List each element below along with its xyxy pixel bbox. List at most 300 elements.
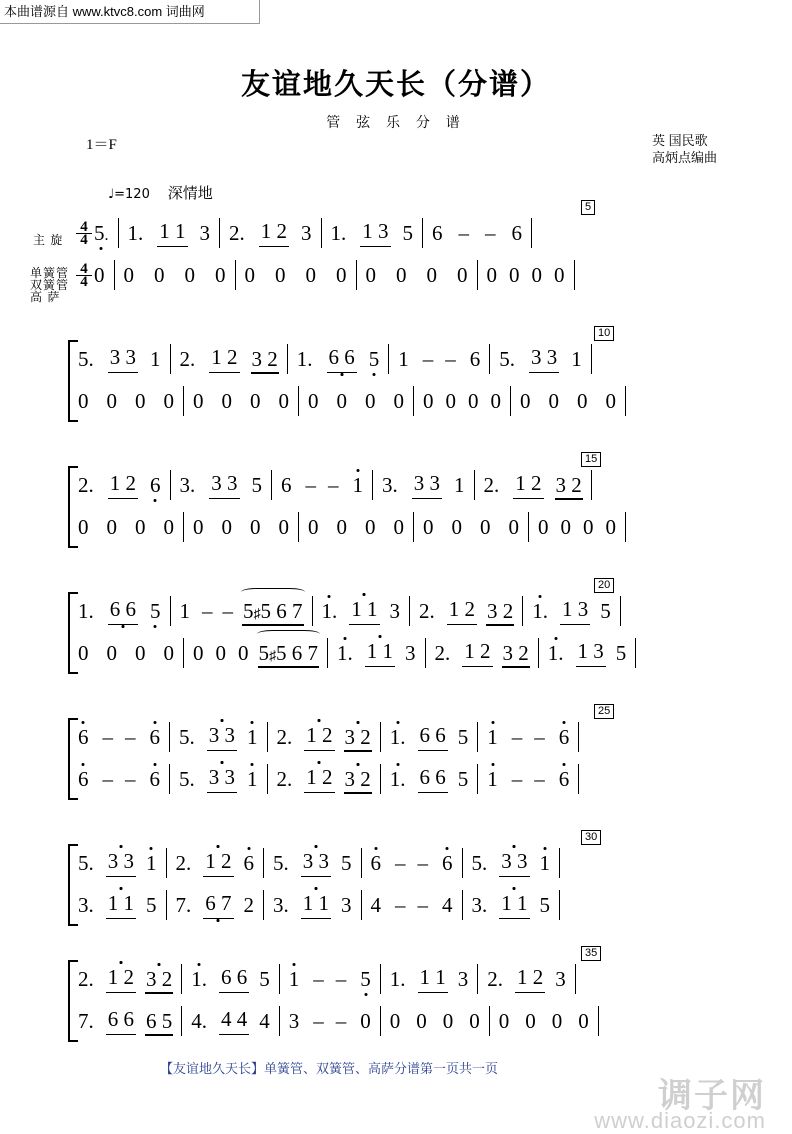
- note: 5: [368, 346, 380, 371]
- measure-number: 30: [581, 830, 601, 845]
- note: 0: [193, 514, 204, 539]
- note: 0: [163, 514, 174, 539]
- note: 0: [184, 262, 195, 287]
- staff-accomp: [76, 632, 716, 674]
- barline: [489, 344, 490, 374]
- note: 0: [554, 262, 565, 287]
- note: 5: [341, 850, 352, 875]
- system-5: [76, 705, 716, 800]
- note: 6: [149, 724, 160, 749]
- key-signature: 1＝F: [86, 137, 117, 153]
- note: 6: [78, 724, 89, 749]
- note: –: [417, 892, 428, 917]
- note: 0: [250, 388, 261, 413]
- note: –: [534, 724, 545, 749]
- expression-marking: 深情地: [167, 185, 213, 202]
- note: 0: [308, 514, 319, 539]
- staff-melody: [76, 338, 716, 380]
- note: 6: [511, 220, 522, 245]
- barline: [356, 260, 357, 290]
- note: –: [485, 220, 496, 245]
- note: 3: [341, 892, 352, 917]
- note: 2.: [229, 220, 245, 245]
- note: 2.: [78, 966, 94, 991]
- note: 5.: [94, 220, 109, 245]
- barline: [574, 260, 575, 290]
- note: 3: [555, 966, 566, 991]
- credits-line-2: 高炳点编曲: [651, 150, 717, 165]
- note: 7.: [78, 1008, 94, 1033]
- barline: [578, 764, 579, 794]
- barline: [559, 890, 560, 920]
- barline: [531, 218, 532, 248]
- note: 0: [426, 262, 437, 287]
- system-1: [76, 201, 716, 296]
- note-group: 1 2: [209, 345, 239, 373]
- note: 2.: [487, 966, 503, 991]
- barline: [575, 964, 576, 994]
- barline: [538, 638, 539, 668]
- measure-number: 15: [581, 452, 601, 467]
- barline: [170, 470, 171, 500]
- note: 2.: [483, 472, 500, 497]
- barline: [598, 1006, 599, 1036]
- note: 0: [336, 388, 347, 413]
- note: 6: [469, 346, 481, 371]
- note-group: 1 2: [462, 639, 492, 667]
- system-4: [76, 579, 716, 674]
- note: 2.: [276, 724, 293, 749]
- note-group: 4 4: [219, 1007, 249, 1035]
- barline: [380, 764, 381, 794]
- barline: [620, 596, 621, 626]
- note: 0: [508, 514, 519, 539]
- barline: [166, 890, 167, 920]
- note-group: 1 1: [418, 965, 448, 993]
- note: –: [458, 220, 469, 245]
- barline: [625, 386, 626, 416]
- barline: [635, 638, 636, 668]
- note: 6: [78, 766, 89, 791]
- staff-accomp: [76, 380, 716, 422]
- barline: [361, 848, 362, 878]
- barline: [413, 512, 414, 542]
- note: 0: [393, 388, 404, 413]
- note: 0: [393, 514, 404, 539]
- barline: [235, 260, 236, 290]
- note: 1: [150, 346, 161, 371]
- barline: [422, 218, 423, 248]
- note-group: 1 1: [157, 219, 187, 247]
- note: 2: [243, 892, 254, 917]
- note: 0: [468, 388, 479, 413]
- note: 1: [454, 472, 465, 497]
- barline: [413, 386, 414, 416]
- note-group: 6 7: [203, 891, 233, 919]
- note: 3: [288, 1008, 300, 1033]
- note-group: 6 6: [219, 965, 249, 993]
- note-group: 1 2: [203, 849, 233, 877]
- note-row-accomp: [76, 380, 716, 422]
- credits: [652, 132, 717, 166]
- note: 0: [135, 640, 146, 665]
- note-row-accomp: [76, 884, 716, 926]
- note: 1.: [321, 598, 338, 623]
- note: 6: [432, 220, 443, 245]
- barline: [170, 596, 171, 626]
- tempo-value: ♩=120: [108, 187, 150, 202]
- barline: [591, 470, 592, 500]
- note-row-melody: [76, 212, 716, 254]
- note: 0: [135, 514, 146, 539]
- note-row-accomp: [76, 632, 716, 674]
- note: 0: [193, 640, 204, 665]
- note-group: 3 2: [146, 966, 173, 991]
- staff-accomp: [76, 506, 716, 548]
- barline: [267, 764, 268, 794]
- note-row-accomp: [76, 254, 716, 296]
- note: 0: [94, 262, 105, 287]
- note-group-with-slur: 5♯5 6 7: [257, 641, 321, 666]
- note-group: 1 2: [106, 965, 136, 993]
- note: 5.: [499, 346, 515, 371]
- barline: [263, 848, 264, 878]
- note: 1: [487, 724, 498, 749]
- note: 1.: [127, 220, 144, 245]
- page-subtitle: 管 弦 乐 分 谱: [326, 114, 466, 130]
- note-group: 3 3: [106, 849, 136, 877]
- note: 0: [525, 1008, 536, 1033]
- note-group: 3 2: [251, 346, 278, 371]
- barline: [114, 260, 115, 290]
- note: 6: [149, 766, 160, 791]
- note-group: 1 3: [560, 597, 590, 625]
- watermark-brand: 调子网: [658, 1077, 766, 1115]
- instrument-label-melody: 主 旋: [33, 233, 64, 247]
- barline: [380, 964, 381, 994]
- barline: [170, 344, 171, 374]
- note: –: [222, 598, 233, 623]
- note: 5: [539, 892, 550, 917]
- note: 0: [560, 514, 571, 539]
- barline: [181, 1006, 182, 1036]
- barline: [183, 638, 184, 668]
- note: 0: [238, 640, 249, 665]
- note-group: 1 2: [108, 471, 138, 499]
- note: 2.: [434, 640, 451, 665]
- tempo-marking: [108, 182, 213, 203]
- note: 1: [539, 850, 550, 875]
- note: 5.: [78, 346, 94, 371]
- note: 5: [360, 966, 371, 991]
- note: 3.: [273, 892, 289, 917]
- note: 0: [360, 1008, 371, 1033]
- note: 1.: [389, 724, 406, 749]
- note: 3.: [78, 892, 94, 917]
- note: –: [328, 472, 339, 497]
- note: 5.: [273, 850, 289, 875]
- slur: [257, 630, 321, 638]
- note: –: [534, 766, 545, 791]
- barline: [559, 848, 560, 878]
- note-group: 1 2: [304, 765, 334, 793]
- note: 0: [423, 514, 434, 539]
- note-group: 3 3: [529, 345, 559, 373]
- note: 1.: [330, 220, 347, 245]
- measure-number: 10: [594, 326, 614, 341]
- note-group: 3 3: [108, 345, 138, 373]
- note-group: 1 2: [515, 965, 545, 993]
- note: –: [313, 1008, 324, 1033]
- note: 0: [221, 388, 232, 413]
- note: 0: [305, 262, 316, 287]
- note: –: [102, 724, 113, 749]
- note: 0: [163, 640, 174, 665]
- note: 2.: [419, 598, 435, 623]
- barline: [298, 386, 299, 416]
- note: 6: [281, 472, 292, 497]
- note: 1: [247, 766, 258, 791]
- note: 5: [600, 598, 611, 623]
- note: 1.: [389, 966, 406, 991]
- note-group: 3 3: [207, 765, 237, 793]
- barline: [169, 722, 170, 752]
- system-3: [76, 453, 716, 548]
- note: 0: [486, 262, 497, 287]
- barline: [312, 596, 313, 626]
- barline: [477, 260, 478, 290]
- note: 0: [531, 262, 542, 287]
- note: 0: [215, 640, 226, 665]
- note-group: 3 3: [301, 849, 331, 877]
- staff-accomp: [76, 758, 716, 800]
- note: 0: [389, 1008, 401, 1033]
- time-signature: 4 4: [76, 263, 92, 288]
- note: 0: [605, 388, 616, 413]
- note: 7.: [175, 892, 192, 917]
- note-group: 3 2: [555, 472, 582, 497]
- note-group: 1 1: [106, 891, 136, 919]
- note: 2.: [276, 766, 293, 791]
- slur: [241, 588, 305, 596]
- note: 1: [352, 472, 363, 497]
- barline: [183, 512, 184, 542]
- note: 2.: [78, 472, 94, 497]
- note: 3.: [471, 892, 488, 917]
- note: 5: [615, 640, 627, 665]
- note: 1: [179, 598, 190, 623]
- note: 6: [558, 766, 570, 791]
- barline: [169, 764, 170, 794]
- note: 0: [163, 388, 174, 413]
- note: –: [335, 966, 347, 991]
- staff-accomp: [76, 1000, 716, 1042]
- note: 2.: [175, 850, 192, 875]
- note: 4.: [191, 1008, 207, 1033]
- note: 0: [106, 640, 117, 665]
- note: 4: [370, 892, 381, 917]
- note: 0: [442, 1008, 454, 1033]
- system-2: [76, 327, 716, 422]
- system-6: [76, 831, 716, 926]
- note: –: [417, 850, 428, 875]
- note: 3: [389, 598, 400, 623]
- note: 6: [558, 724, 570, 749]
- note: –: [395, 892, 406, 917]
- barline: [118, 218, 119, 248]
- note: 5: [259, 966, 270, 991]
- barline: [380, 722, 381, 752]
- note: 1.: [191, 966, 207, 991]
- credits-line-1: 英 国民歌: [651, 133, 708, 148]
- note-row-melody: [76, 464, 716, 506]
- note: 0: [365, 514, 376, 539]
- barline: [510, 386, 511, 416]
- note: 6: [370, 850, 381, 875]
- system-7: [76, 947, 716, 1042]
- footnote: 【友谊地久天长】单簧管、双簧管、高萨分谱第一页共一页: [160, 1061, 499, 1076]
- note: –: [511, 724, 523, 749]
- note: 0: [457, 262, 468, 287]
- measure-number: 20: [594, 578, 614, 593]
- note-group: 3 2: [344, 766, 371, 791]
- note: 6: [243, 850, 254, 875]
- note-group: 3 2: [502, 640, 529, 665]
- note-group: 1 3: [360, 219, 390, 247]
- note-group: 6 6: [418, 765, 448, 793]
- note-group: 3 2: [487, 598, 514, 623]
- barline: [425, 638, 426, 668]
- watermark-url: www.diaozi.com: [594, 1108, 766, 1133]
- note-group: 1 2: [259, 219, 289, 247]
- staff-accomp: [76, 254, 716, 296]
- barline: [388, 344, 389, 374]
- note: 3: [405, 640, 416, 665]
- note: 0: [221, 514, 232, 539]
- barline: [591, 344, 592, 374]
- note-row-melody: [76, 590, 716, 632]
- note-group: 1 1: [301, 891, 331, 919]
- note-row-melody: [76, 338, 716, 380]
- note: 0: [135, 388, 146, 413]
- note: 1.: [532, 598, 548, 623]
- note: 5: [457, 766, 469, 791]
- barline: [263, 890, 264, 920]
- note: 0: [365, 388, 376, 413]
- barline: [298, 512, 299, 542]
- note: 0: [578, 1008, 589, 1033]
- barline: [327, 638, 328, 668]
- note: 0: [193, 388, 204, 413]
- instrument-label-oboe: 双簧管: [30, 278, 70, 292]
- note-group: 1 1: [349, 597, 379, 625]
- note: 4: [442, 892, 453, 917]
- note: 0: [308, 388, 319, 413]
- note: 2.: [179, 346, 196, 371]
- note: 4: [259, 1008, 270, 1033]
- note: 5: [457, 724, 469, 749]
- note: 5: [146, 892, 157, 917]
- barline: [477, 964, 478, 994]
- note: 0: [215, 262, 226, 287]
- note: 5.: [179, 766, 195, 791]
- note-group-with-slur: 5♯5 6 7: [241, 599, 305, 624]
- note: 0: [154, 262, 165, 287]
- note: 0: [445, 388, 456, 413]
- note-group: 1 2: [513, 471, 543, 499]
- note: –: [125, 724, 136, 749]
- note: 1: [146, 850, 157, 875]
- barline: [181, 964, 182, 994]
- note: 0: [244, 262, 255, 287]
- note-group: 6 6: [327, 345, 357, 373]
- staff-accomp: [76, 884, 716, 926]
- note: 5.: [179, 724, 195, 749]
- note: 0: [469, 1008, 480, 1033]
- measure-number: 5: [581, 200, 595, 215]
- note-row-melody: [76, 958, 716, 1000]
- note: –: [511, 766, 523, 791]
- note: –: [313, 966, 324, 991]
- note-group: 6 6: [108, 597, 138, 625]
- barline: [279, 1006, 280, 1036]
- note: 0: [106, 514, 117, 539]
- barline: [462, 890, 463, 920]
- staff-melody: [76, 716, 716, 758]
- note: 0: [396, 262, 407, 287]
- barline: [321, 218, 322, 248]
- barline: [271, 470, 272, 500]
- instrument-label-clarinet: 单簧管: [30, 266, 70, 280]
- note: 0: [605, 514, 616, 539]
- note-group: 6 6: [106, 1007, 136, 1035]
- note: 1: [247, 724, 258, 749]
- note: 3: [457, 966, 469, 991]
- note: –: [305, 472, 316, 497]
- note: 1.: [296, 346, 313, 371]
- note: 1.: [547, 640, 564, 665]
- note: 1.: [389, 766, 406, 791]
- staff-melody: [76, 464, 716, 506]
- note: 1.: [78, 598, 94, 623]
- time-signature: 4 4: [76, 221, 92, 246]
- note: 0: [78, 388, 89, 413]
- note: 6: [150, 472, 161, 497]
- note: 3.: [382, 472, 398, 497]
- note-group: 6 6: [418, 723, 448, 751]
- note: 0: [365, 262, 376, 287]
- note: 0: [498, 1008, 510, 1033]
- note-group: 3 3: [412, 471, 442, 499]
- note: 0: [548, 388, 559, 413]
- barline: [462, 848, 463, 878]
- staff-melody: [76, 590, 716, 632]
- measure-number: 25: [594, 704, 614, 719]
- note-row-accomp: [76, 1000, 716, 1042]
- note: 1: [398, 346, 409, 371]
- note: 5.: [78, 850, 94, 875]
- note: –: [335, 1008, 347, 1033]
- note: 0: [123, 262, 134, 287]
- page-title: 友谊地久天长（分谱）: [240, 69, 551, 101]
- note: 0: [336, 262, 347, 287]
- note-group: 3 3: [207, 723, 237, 751]
- note: 1.: [337, 640, 353, 665]
- note: 0: [583, 514, 594, 539]
- note: –: [102, 766, 113, 791]
- note: 3: [199, 220, 210, 245]
- note: 0: [278, 388, 289, 413]
